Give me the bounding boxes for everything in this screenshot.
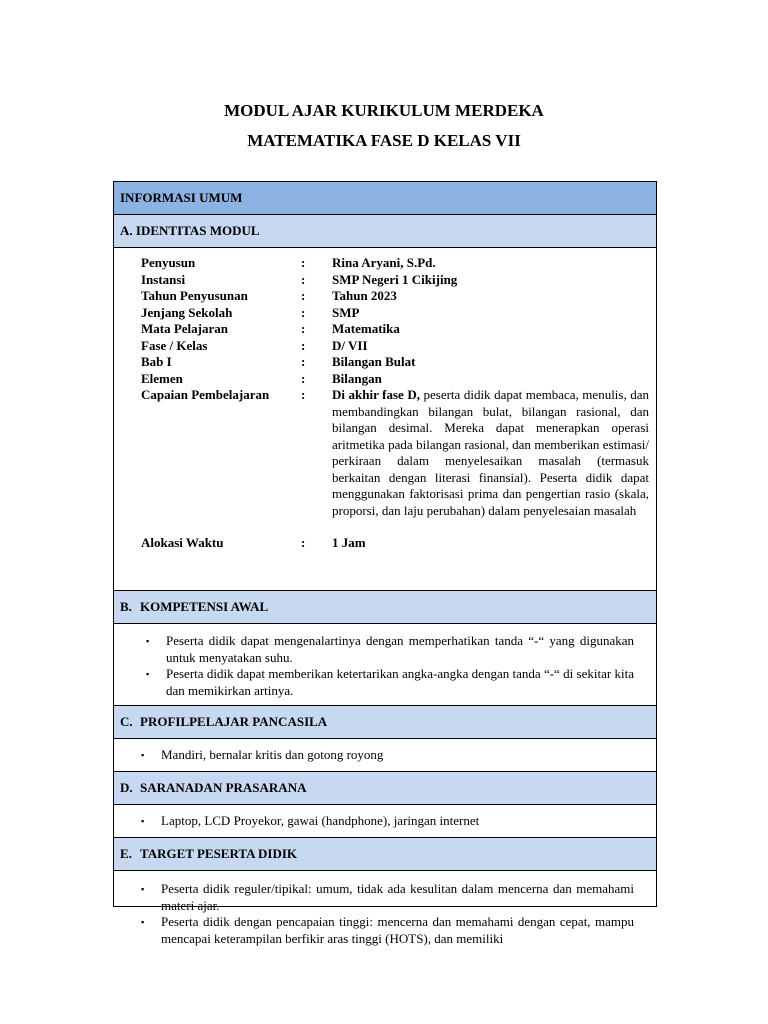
list-item-text: Peserta didik dengan pencapaian tinggi: mencerna dan memahami dengan cepat, mampu mencapai keterampilan berfikir aras tinggi (HOTS), dan memiliki — [161, 914, 634, 946]
bullet-icon: ▪ — [141, 917, 145, 927]
identity-section-header-label: A. IDENTITAS MODUL — [120, 223, 260, 238]
identity-label: Bab I — [141, 354, 172, 369]
list-item-text: Laptop, LCD Proyekor, gawai (handphone), jaringan internet — [161, 813, 480, 828]
identity-colon: : — [301, 304, 306, 320]
identity-colon: : — [301, 271, 306, 287]
pancasila-profile-list — [114, 739, 656, 772]
section-title: TARGET PESERTA DIDIK — [140, 846, 298, 861]
list-item-text: Mandiri, bernalar kritis dan gotong royong — [161, 747, 384, 762]
section-code: B. — [120, 599, 132, 614]
section-title: SARANADAN PRASARANA — [140, 780, 307, 795]
section-title: PROFILPELAJAR PANCASILA — [140, 714, 328, 729]
list-item — [146, 666, 634, 699]
section-code: C. — [120, 714, 133, 729]
identity-value: SMP Negeri 1 Cikijing — [332, 271, 458, 287]
identity-section-header — [114, 215, 656, 248]
list-item-text: Peserta didik reguler/tipikal: umum, tidak ada kesulitan dalam mencerna dan memahami materi ajar. — [161, 881, 634, 913]
identity-label: Penyusun — [141, 255, 196, 270]
list-item — [146, 633, 634, 666]
list-item-text: Peserta didik dapat memberikan ketertarikan angka-angka dengan tanda “-“ di sekitar kita dan memikirkan artinya. — [166, 666, 634, 698]
identity-value: SMP — [332, 304, 360, 320]
module-info-table — [113, 181, 657, 946]
target-students-list — [114, 871, 656, 947]
facilities-list — [114, 805, 656, 838]
identity-label: Capaian Pembelajaran — [141, 387, 270, 402]
identity-colon: : — [301, 354, 306, 369]
identity-label: Tahun Penyusunan — [141, 288, 248, 303]
list-item — [141, 813, 634, 830]
bullet-icon: ▪ — [146, 669, 150, 679]
identity-label: Elemen — [141, 370, 183, 386]
identity-colon: : — [301, 370, 306, 386]
identity-value: Tahun 2023 — [332, 288, 397, 303]
identity-colon: : — [301, 321, 306, 336]
list-item — [141, 881, 634, 914]
identity-label: Instansi — [141, 271, 186, 287]
identity-label: Alokasi Waktu — [141, 535, 224, 550]
bullet-icon: ▪ — [141, 750, 145, 760]
learning-outcome-text — [332, 387, 649, 519]
identity-label: Fase / Kelas — [141, 337, 208, 353]
identity-value: Bilangan — [332, 370, 382, 386]
identity-label: Mata Pelajaran — [141, 321, 229, 336]
initial-competence-header — [114, 591, 656, 624]
identity-value: Bilangan Bulat — [332, 354, 416, 369]
identity-section — [114, 248, 656, 591]
pancasila-profile-header — [114, 706, 656, 739]
list-item — [141, 747, 634, 764]
learning-outcome-lead: Di akhir fase D, — [332, 387, 420, 402]
identity-value: 1 Jam — [332, 535, 366, 550]
identity-value: Matematika — [332, 321, 400, 336]
identity-colon: : — [301, 387, 306, 402]
identity-colon: : — [301, 288, 306, 303]
general-info-header — [114, 182, 656, 215]
initial-competence-list — [114, 624, 656, 706]
identity-colon: : — [301, 337, 306, 353]
document-subtitle: MATEMATIKA FASE D KELAS VII — [247, 131, 521, 150]
general-info-header-label: INFORMASI UMUM — [120, 190, 243, 205]
list-item — [141, 914, 634, 947]
identity-label: Jenjang Sekolah — [141, 304, 233, 320]
identity-colon: : — [301, 535, 306, 550]
target-students-header — [114, 838, 656, 871]
identity-value: Rina Aryani, S.Pd. — [332, 255, 436, 270]
identity-colon: : — [301, 255, 306, 270]
identity-value: D/ VII — [332, 337, 368, 353]
facilities-header — [114, 772, 656, 805]
bullet-icon: ▪ — [146, 636, 150, 646]
list-item-text: Peserta didik dapat mengenalartinya dengan memperhatikan tanda “-“ yang digunakan untuk menyatakan suhu. — [166, 633, 634, 665]
bullet-icon: ▪ — [141, 816, 145, 826]
section-code: E. — [120, 846, 132, 861]
section-title: KOMPETENSI AWAL — [140, 599, 269, 614]
learning-outcome-body: peserta didik dapat membaca, menulis, dan membandingkan bilangan bulat, bilangan rasional, dan bilangan desimal. Mereka dapat menerapkan operasi aritmetika pada bilangan rasional, dan memberikan estimasi/ perkiraan dalam menyelesaikan masalah (termasuk berkaitan dengan literasi finansial). Peserta didik dapat menggunakan faktorisasi prima dan pengertian rasio (skala, proporsi, dan laju perubahan) dalam penyelesaian masalah — [332, 387, 650, 518]
document-title: MODUL AJAR KURIKULUM MERDEKA — [224, 101, 544, 120]
section-code: D. — [120, 780, 133, 795]
bullet-icon: ▪ — [141, 884, 145, 894]
